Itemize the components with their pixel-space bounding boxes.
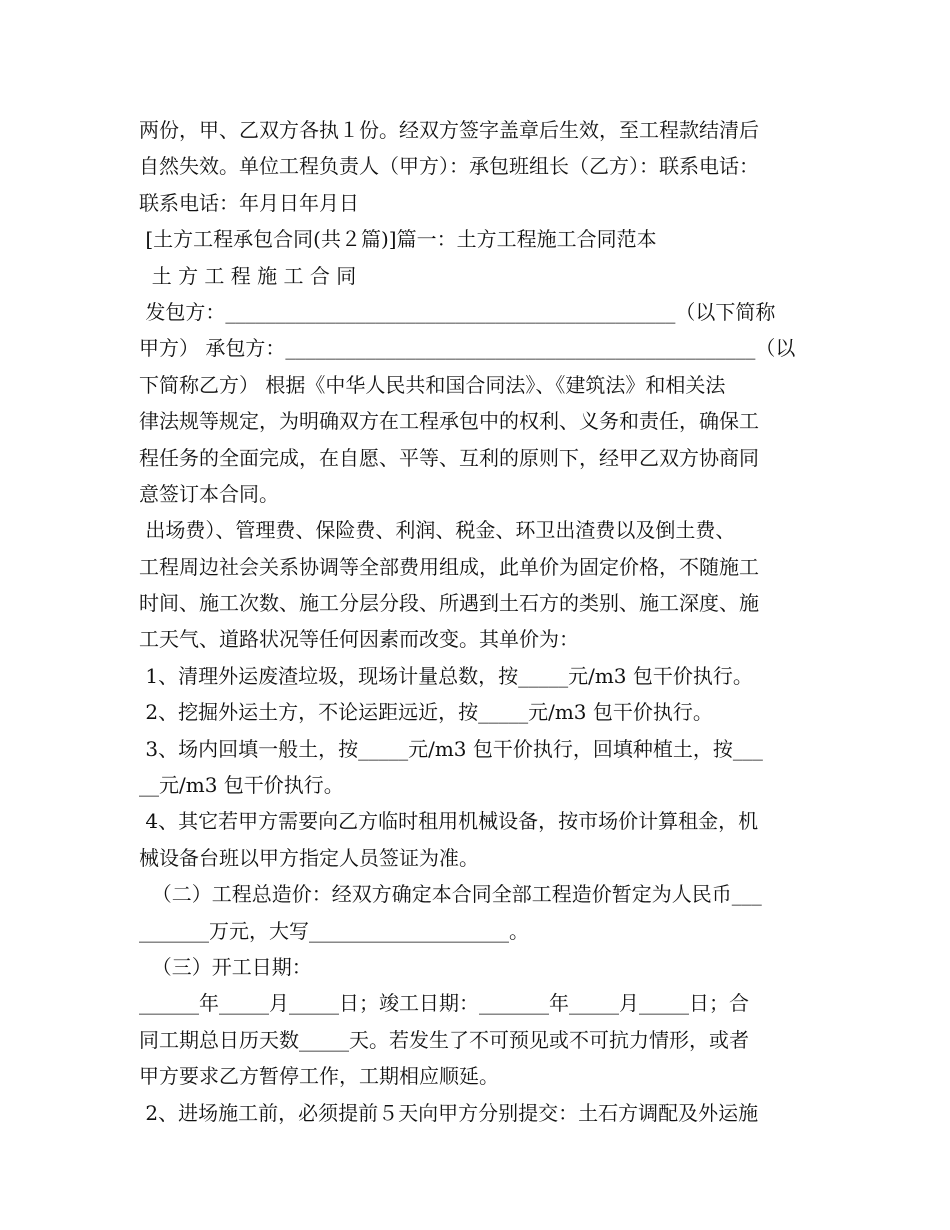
text-line: 律法规等规定，为明确双方在工程承包中的权利、义务和责任，确保工 — [139, 409, 759, 434]
text-line: 意签订本合同。 — [139, 481, 279, 506]
text-line: 发包方：_____________________________________________（以下简称 — [139, 299, 776, 324]
contract-title: 土 方 工 程 施 工 合 同 — [139, 263, 357, 288]
text-line: 甲方） 承包方：_______________________________________________（以 — [139, 336, 796, 361]
text-line: 两份，甲、乙双方各执１份。经双方签字盖章后生效，至工程款结清后 — [139, 118, 759, 142]
text-line: 工程周边社会关系协调等全部费用组成，此单价为固定价格，不随施工 — [139, 554, 759, 579]
text-line: __元/m3 包干价执行。 — [139, 773, 344, 798]
text-line: _______万元，大写____________________。 — [139, 918, 529, 943]
text-line: 2、进场施工前，必须提前５天向甲方分别提交：土石方调配及外运施 — [139, 1100, 759, 1125]
text-line: 时间、施工次数、施工分层分段、所遇到土石方的类别、施工深度、施 — [139, 591, 759, 616]
document-page — [139, 112, 819, 1131]
text-line: 联系电话：年月日年月日 — [139, 190, 359, 215]
text-line: 同工期总日历天数_____天。若发生了不可预见或不可抗力情形，或者 — [139, 1027, 749, 1052]
text-line: 程任务的全面完成，在自愿、平等、互利的原则下，经甲乙双方协商同 — [139, 445, 759, 470]
text-line: 2、挖掘外运土方，不论运距远近，按_____元/m3 包干价执行。 — [139, 700, 713, 725]
text-line: ______年_____月_____日；竣工日期：_______年_____月_____日；合 — [139, 991, 749, 1016]
text-line: （二）工程总造价：经双方确定本合同全部工程造价暂定为人民币___ — [139, 882, 762, 907]
text-line: 3、场内回填一般土，按_____元/m3 包干价执行，回填种植土，按___ — [139, 736, 763, 761]
text-line: （三）开工日期： — [139, 954, 312, 979]
text-line: 下简称乙方） 根据《中华人民共和国合同法》、《建筑法》和相关法 — [139, 372, 726, 397]
text-line: 1、清理外运废渣垃圾，现场计量总数，按_____元/m3 包干价执行。 — [139, 663, 753, 688]
text-line: 工天气、道路状况等任何因素而改变。其单价为： — [139, 627, 579, 652]
text-line: 出场费）、管理费、保险费、利润、税金、环卫出渣费以及倒土费、 — [139, 518, 736, 543]
text-line: 械设备台班以甲方指定人员签证为准。 — [139, 845, 479, 870]
text-line: 4、其它若甲方需要向乙方临时租用机械设备，按市场价计算租金，机 — [139, 809, 759, 834]
text-line: 甲方要求乙方暂停工作，工期相应顺延。 — [139, 1064, 499, 1089]
text-line: [土方工程承包合同(共２篇)]篇一：土方工程施工合同范本 — [139, 227, 657, 252]
text-line: 自然失效。单位工程负责人（甲方）：承包班组长（乙方）：联系电话： — [139, 154, 759, 179]
